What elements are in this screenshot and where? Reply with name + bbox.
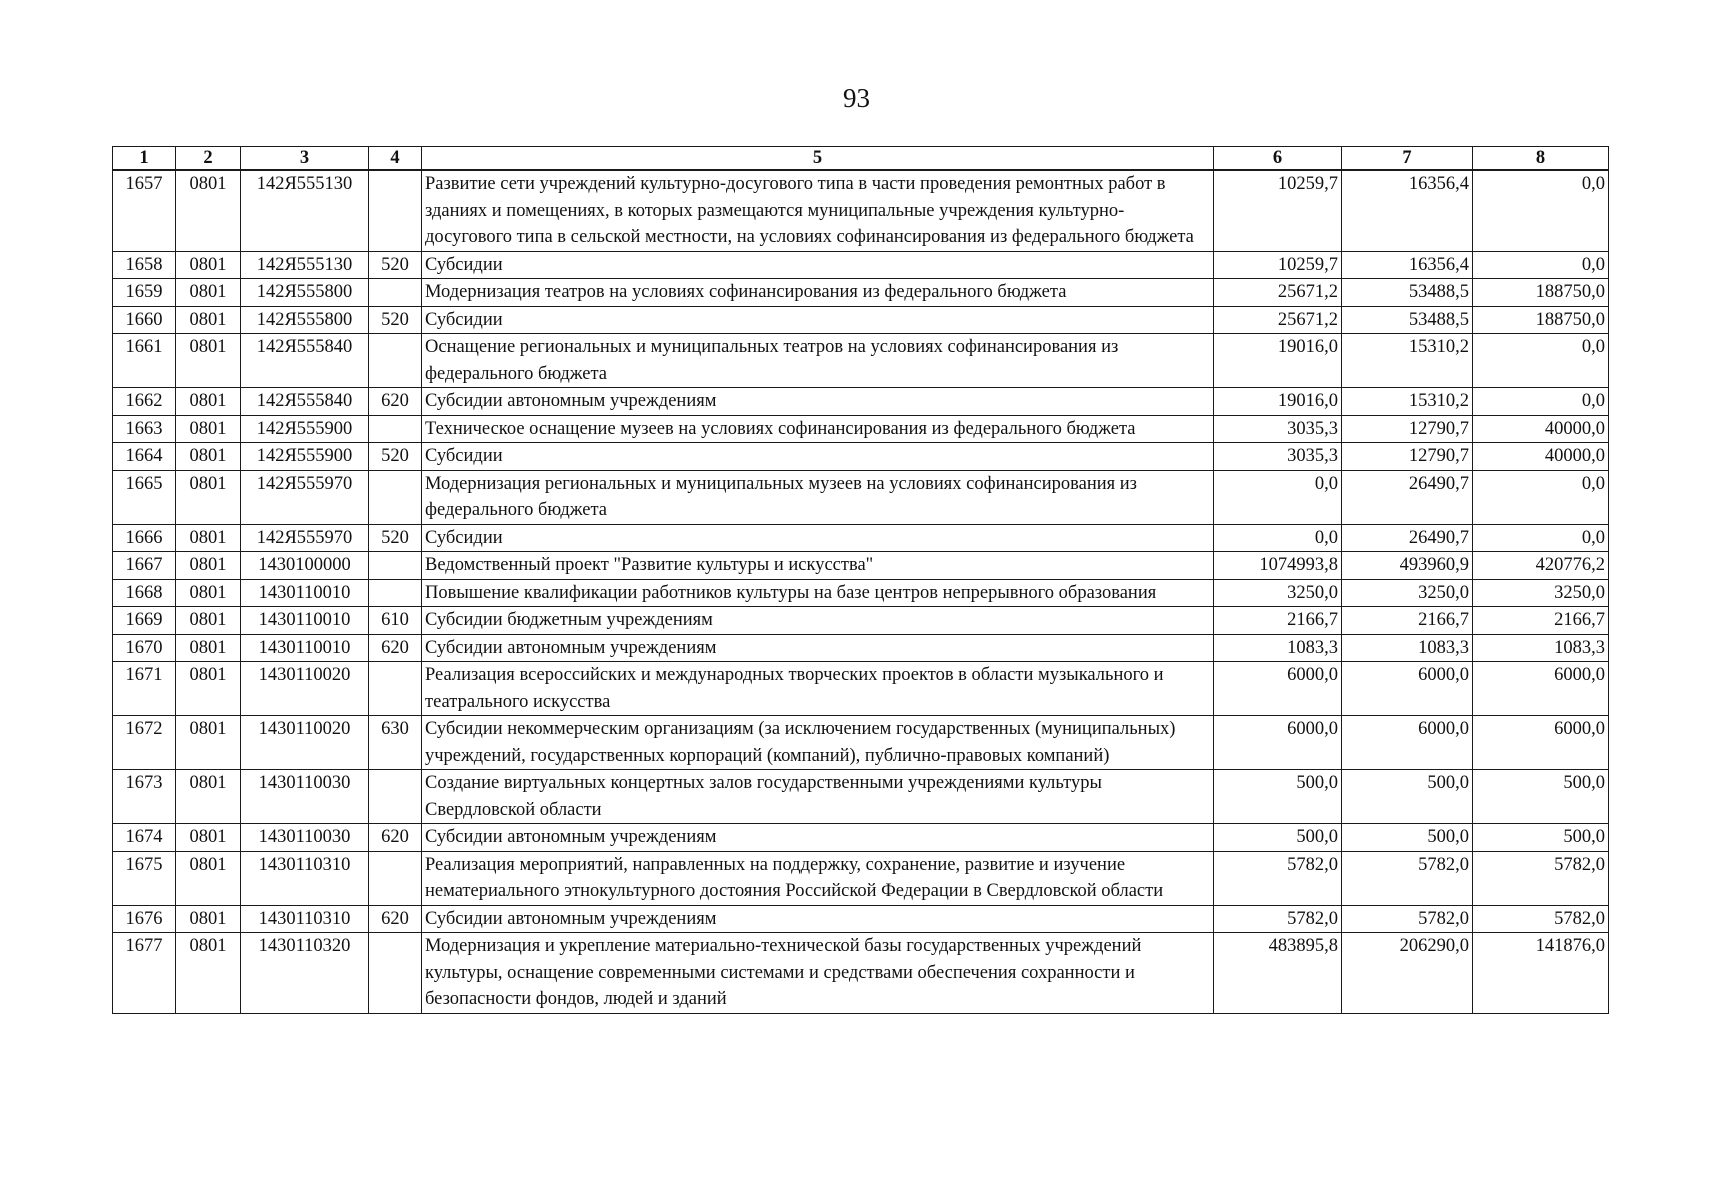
section-code-cell: 0801 bbox=[176, 607, 241, 635]
section-code-cell: 0801 bbox=[176, 851, 241, 905]
target-code-cell: 1430110020 bbox=[241, 716, 369, 770]
section-code-cell: 0801 bbox=[176, 716, 241, 770]
target-code-cell: 142Я555970 bbox=[241, 470, 369, 524]
target-code-cell: 1430110030 bbox=[241, 770, 369, 824]
section-code-cell: 0801 bbox=[176, 443, 241, 471]
expense-type-cell bbox=[369, 933, 422, 1014]
header-col-4: 4 bbox=[369, 147, 422, 171]
row-number-cell: 1661 bbox=[113, 334, 176, 388]
table-row bbox=[113, 443, 1609, 471]
description-cell: Субсидии автономным учреждениям bbox=[422, 824, 1214, 852]
row-number-cell: 1667 bbox=[113, 552, 176, 580]
description-cell: Модернизация региональных и муниципальных музеев на условиях софинансирования из федерального бюджета bbox=[422, 470, 1214, 524]
expense-type-cell: 620 bbox=[369, 905, 422, 933]
amount-col-7-cell: 206290,0 bbox=[1342, 933, 1473, 1014]
expense-type-cell bbox=[369, 415, 422, 443]
target-code-cell: 1430110010 bbox=[241, 607, 369, 635]
amount-col-6-cell: 25671,2 bbox=[1214, 279, 1342, 307]
expense-type-cell bbox=[369, 552, 422, 580]
expense-type-cell bbox=[369, 851, 422, 905]
expense-type-cell bbox=[369, 770, 422, 824]
target-code-cell: 1430110010 bbox=[241, 579, 369, 607]
section-code-cell: 0801 bbox=[176, 634, 241, 662]
section-code-cell: 0801 bbox=[176, 933, 241, 1014]
amount-col-7-cell: 493960,9 bbox=[1342, 552, 1473, 580]
amount-col-6-cell: 19016,0 bbox=[1214, 334, 1342, 388]
table-row bbox=[113, 524, 1609, 552]
expense-type-cell: 620 bbox=[369, 824, 422, 852]
expense-type-cell bbox=[369, 662, 422, 716]
amount-col-7-cell: 5782,0 bbox=[1342, 905, 1473, 933]
row-number-cell: 1677 bbox=[113, 933, 176, 1014]
amount-col-8-cell: 3250,0 bbox=[1473, 579, 1609, 607]
amount-col-8-cell: 1083,3 bbox=[1473, 634, 1609, 662]
amount-col-7-cell: 53488,5 bbox=[1342, 279, 1473, 307]
header-col-2: 2 bbox=[176, 147, 241, 171]
amount-col-8-cell: 0,0 bbox=[1473, 524, 1609, 552]
section-code-cell: 0801 bbox=[176, 552, 241, 580]
amount-col-8-cell: 0,0 bbox=[1473, 388, 1609, 416]
amount-col-8-cell: 0,0 bbox=[1473, 334, 1609, 388]
section-code-cell: 0801 bbox=[176, 388, 241, 416]
expense-type-cell: 620 bbox=[369, 634, 422, 662]
budget-table bbox=[112, 146, 1609, 1014]
target-code-cell: 142Я555900 bbox=[241, 415, 369, 443]
expense-type-cell bbox=[369, 579, 422, 607]
amount-col-7-cell: 6000,0 bbox=[1342, 662, 1473, 716]
amount-col-7-cell: 15310,2 bbox=[1342, 334, 1473, 388]
amount-col-6-cell: 1074993,8 bbox=[1214, 552, 1342, 580]
amount-col-6-cell: 6000,0 bbox=[1214, 662, 1342, 716]
target-code-cell: 142Я555800 bbox=[241, 279, 369, 307]
description-cell: Реализация мероприятий, направленных на поддержку, сохранение, развитие и изучение нематериального этнокультурного достояния Российской Федерации в Свердловской области bbox=[422, 851, 1214, 905]
amount-col-7-cell: 500,0 bbox=[1342, 824, 1473, 852]
amount-col-6-cell: 500,0 bbox=[1214, 824, 1342, 852]
table-row bbox=[113, 770, 1609, 824]
section-code-cell: 0801 bbox=[176, 170, 241, 251]
description-cell: Ведомственный проект "Развитие культуры и искусства" bbox=[422, 552, 1214, 580]
description-cell: Модернизация и укрепление материально-технической базы государственных учреждений культуры, оснащение современными системами и средствами обеспечения сохранности и безопасности фондов, людей и зданий bbox=[422, 933, 1214, 1014]
expense-type-cell: 630 bbox=[369, 716, 422, 770]
amount-col-6-cell: 1083,3 bbox=[1214, 634, 1342, 662]
amount-col-6-cell: 2166,7 bbox=[1214, 607, 1342, 635]
expense-type-cell bbox=[369, 279, 422, 307]
target-code-cell: 1430110010 bbox=[241, 634, 369, 662]
target-code-cell: 1430110030 bbox=[241, 824, 369, 852]
header-col-7: 7 bbox=[1342, 147, 1473, 171]
target-code-cell: 1430110020 bbox=[241, 662, 369, 716]
description-cell: Субсидии bbox=[422, 443, 1214, 471]
amount-col-7-cell: 5782,0 bbox=[1342, 851, 1473, 905]
section-code-cell: 0801 bbox=[176, 334, 241, 388]
amount-col-8-cell: 5782,0 bbox=[1473, 851, 1609, 905]
section-code-cell: 0801 bbox=[176, 524, 241, 552]
amount-col-8-cell: 6000,0 bbox=[1473, 716, 1609, 770]
amount-col-6-cell: 10259,7 bbox=[1214, 170, 1342, 251]
amount-col-8-cell: 0,0 bbox=[1473, 251, 1609, 279]
amount-col-6-cell: 3250,0 bbox=[1214, 579, 1342, 607]
section-code-cell: 0801 bbox=[176, 251, 241, 279]
expense-type-cell: 610 bbox=[369, 607, 422, 635]
expense-type-cell: 520 bbox=[369, 524, 422, 552]
description-cell: Создание виртуальных концертных залов государственными учреждениями культуры Свердловской области bbox=[422, 770, 1214, 824]
description-cell: Техническое оснащение музеев на условиях софинансирования из федерального бюджета bbox=[422, 415, 1214, 443]
section-code-cell: 0801 bbox=[176, 770, 241, 824]
description-cell: Субсидии автономным учреждениям bbox=[422, 905, 1214, 933]
amount-col-7-cell: 26490,7 bbox=[1342, 524, 1473, 552]
amount-col-8-cell: 141876,0 bbox=[1473, 933, 1609, 1014]
description-cell: Оснащение региональных и муниципальных театров на условиях софинансирования из федерального бюджета bbox=[422, 334, 1214, 388]
row-number-cell: 1669 bbox=[113, 607, 176, 635]
expense-type-cell: 520 bbox=[369, 443, 422, 471]
expense-type-cell bbox=[369, 170, 422, 251]
description-cell: Субсидии некоммерческим организациям (за исключением государственных (муниципальных) учреждений, государственных корпораций (компаний), публично-правовых компаний) bbox=[422, 716, 1214, 770]
section-code-cell: 0801 bbox=[176, 279, 241, 307]
table-row bbox=[113, 470, 1609, 524]
amount-col-6-cell: 0,0 bbox=[1214, 470, 1342, 524]
header-col-6: 6 bbox=[1214, 147, 1342, 171]
amount-col-7-cell: 26490,7 bbox=[1342, 470, 1473, 524]
table-row bbox=[113, 279, 1609, 307]
amount-col-7-cell: 12790,7 bbox=[1342, 415, 1473, 443]
row-number-cell: 1668 bbox=[113, 579, 176, 607]
table-row bbox=[113, 306, 1609, 334]
table-row bbox=[113, 251, 1609, 279]
target-code-cell: 142Я555900 bbox=[241, 443, 369, 471]
row-number-cell: 1670 bbox=[113, 634, 176, 662]
amount-col-7-cell: 53488,5 bbox=[1342, 306, 1473, 334]
amount-col-7-cell: 1083,3 bbox=[1342, 634, 1473, 662]
target-code-cell: 142Я555800 bbox=[241, 306, 369, 334]
amount-col-6-cell: 5782,0 bbox=[1214, 905, 1342, 933]
description-cell: Повышение квалификации работников культуры на базе центров непрерывного образования bbox=[422, 579, 1214, 607]
table-row bbox=[113, 334, 1609, 388]
target-code-cell: 142Я555130 bbox=[241, 251, 369, 279]
table-header-row bbox=[113, 147, 1609, 171]
expense-type-cell bbox=[369, 334, 422, 388]
table-row bbox=[113, 415, 1609, 443]
table-row bbox=[113, 905, 1609, 933]
description-cell: Субсидии бюджетным учреждениям bbox=[422, 607, 1214, 635]
amount-col-8-cell: 500,0 bbox=[1473, 824, 1609, 852]
table-row bbox=[113, 933, 1609, 1014]
description-cell: Развитие сети учреждений культурно-досугового типа в части проведения ремонтных работ в зданиях и помещениях, в которых размещаются муниципальные учреждения культурно-досугового типа в сельской местности, на условиях софинансирования из федерального бюджета bbox=[422, 170, 1214, 251]
section-code-cell: 0801 bbox=[176, 662, 241, 716]
expense-type-cell: 620 bbox=[369, 388, 422, 416]
header-col-3: 3 bbox=[241, 147, 369, 171]
target-code-cell: 1430110310 bbox=[241, 851, 369, 905]
row-number-cell: 1671 bbox=[113, 662, 176, 716]
description-cell: Субсидии автономным учреждениям bbox=[422, 634, 1214, 662]
amount-col-7-cell: 500,0 bbox=[1342, 770, 1473, 824]
amount-col-6-cell: 0,0 bbox=[1214, 524, 1342, 552]
description-cell: Реализация всероссийских и международных творческих проектов в области музыкального и театрального искусства bbox=[422, 662, 1214, 716]
row-number-cell: 1662 bbox=[113, 388, 176, 416]
table-row bbox=[113, 662, 1609, 716]
amount-col-8-cell: 188750,0 bbox=[1473, 279, 1609, 307]
description-cell: Субсидии автономным учреждениям bbox=[422, 388, 1214, 416]
row-number-cell: 1660 bbox=[113, 306, 176, 334]
row-number-cell: 1676 bbox=[113, 905, 176, 933]
table-row bbox=[113, 607, 1609, 635]
section-code-cell: 0801 bbox=[176, 905, 241, 933]
header-col-1: 1 bbox=[113, 147, 176, 171]
amount-col-7-cell: 2166,7 bbox=[1342, 607, 1473, 635]
section-code-cell: 0801 bbox=[176, 470, 241, 524]
row-number-cell: 1658 bbox=[113, 251, 176, 279]
page-number: 93 bbox=[843, 83, 870, 113]
section-code-cell: 0801 bbox=[176, 415, 241, 443]
target-code-cell: 1430100000 bbox=[241, 552, 369, 580]
amount-col-8-cell: 40000,0 bbox=[1473, 415, 1609, 443]
row-number-cell: 1673 bbox=[113, 770, 176, 824]
target-code-cell: 142Я555970 bbox=[241, 524, 369, 552]
amount-col-7-cell: 15310,2 bbox=[1342, 388, 1473, 416]
amount-col-6-cell: 500,0 bbox=[1214, 770, 1342, 824]
amount-col-6-cell: 10259,7 bbox=[1214, 251, 1342, 279]
amount-col-8-cell: 5782,0 bbox=[1473, 905, 1609, 933]
row-number-cell: 1666 bbox=[113, 524, 176, 552]
row-number-cell: 1665 bbox=[113, 470, 176, 524]
amount-col-8-cell: 2166,7 bbox=[1473, 607, 1609, 635]
amount-col-8-cell: 0,0 bbox=[1473, 170, 1609, 251]
description-cell: Субсидии bbox=[422, 524, 1214, 552]
table-body bbox=[113, 170, 1609, 1013]
section-code-cell: 0801 bbox=[176, 579, 241, 607]
table-row bbox=[113, 634, 1609, 662]
amount-col-6-cell: 19016,0 bbox=[1214, 388, 1342, 416]
amount-col-6-cell: 3035,3 bbox=[1214, 443, 1342, 471]
table-row bbox=[113, 716, 1609, 770]
expense-type-cell: 520 bbox=[369, 306, 422, 334]
amount-col-6-cell: 3035,3 bbox=[1214, 415, 1342, 443]
target-code-cell: 1430110320 bbox=[241, 933, 369, 1014]
amount-col-7-cell: 16356,4 bbox=[1342, 251, 1473, 279]
row-number-cell: 1663 bbox=[113, 415, 176, 443]
section-code-cell: 0801 bbox=[176, 824, 241, 852]
amount-col-8-cell: 500,0 bbox=[1473, 770, 1609, 824]
table-row bbox=[113, 552, 1609, 580]
amount-col-8-cell: 40000,0 bbox=[1473, 443, 1609, 471]
table-row bbox=[113, 824, 1609, 852]
row-number-cell: 1672 bbox=[113, 716, 176, 770]
amount-col-7-cell: 3250,0 bbox=[1342, 579, 1473, 607]
amount-col-8-cell: 188750,0 bbox=[1473, 306, 1609, 334]
amount-col-8-cell: 6000,0 bbox=[1473, 662, 1609, 716]
target-code-cell: 142Я555840 bbox=[241, 334, 369, 388]
table-row bbox=[113, 851, 1609, 905]
section-code-cell: 0801 bbox=[176, 306, 241, 334]
header-col-8: 8 bbox=[1473, 147, 1609, 171]
row-number-cell: 1657 bbox=[113, 170, 176, 251]
table-row bbox=[113, 579, 1609, 607]
row-number-cell: 1675 bbox=[113, 851, 176, 905]
amount-col-7-cell: 12790,7 bbox=[1342, 443, 1473, 471]
amount-col-7-cell: 16356,4 bbox=[1342, 170, 1473, 251]
header-col-5: 5 bbox=[422, 147, 1214, 171]
expense-type-cell bbox=[369, 470, 422, 524]
row-number-cell: 1664 bbox=[113, 443, 176, 471]
row-number-cell: 1659 bbox=[113, 279, 176, 307]
description-cell: Субсидии bbox=[422, 251, 1214, 279]
amount-col-6-cell: 483895,8 bbox=[1214, 933, 1342, 1014]
expense-type-cell: 520 bbox=[369, 251, 422, 279]
description-cell: Модернизация театров на условиях софинансирования из федерального бюджета bbox=[422, 279, 1214, 307]
amount-col-6-cell: 5782,0 bbox=[1214, 851, 1342, 905]
amount-col-8-cell: 0,0 bbox=[1473, 470, 1609, 524]
row-number-cell: 1674 bbox=[113, 824, 176, 852]
amount-col-6-cell: 25671,2 bbox=[1214, 306, 1342, 334]
amount-col-7-cell: 6000,0 bbox=[1342, 716, 1473, 770]
target-code-cell: 142Я555840 bbox=[241, 388, 369, 416]
table-row bbox=[113, 170, 1609, 251]
table-row bbox=[113, 388, 1609, 416]
target-code-cell: 1430110310 bbox=[241, 905, 369, 933]
description-cell: Субсидии bbox=[422, 306, 1214, 334]
amount-col-6-cell: 6000,0 bbox=[1214, 716, 1342, 770]
amount-col-8-cell: 420776,2 bbox=[1473, 552, 1609, 580]
target-code-cell: 142Я555130 bbox=[241, 170, 369, 251]
